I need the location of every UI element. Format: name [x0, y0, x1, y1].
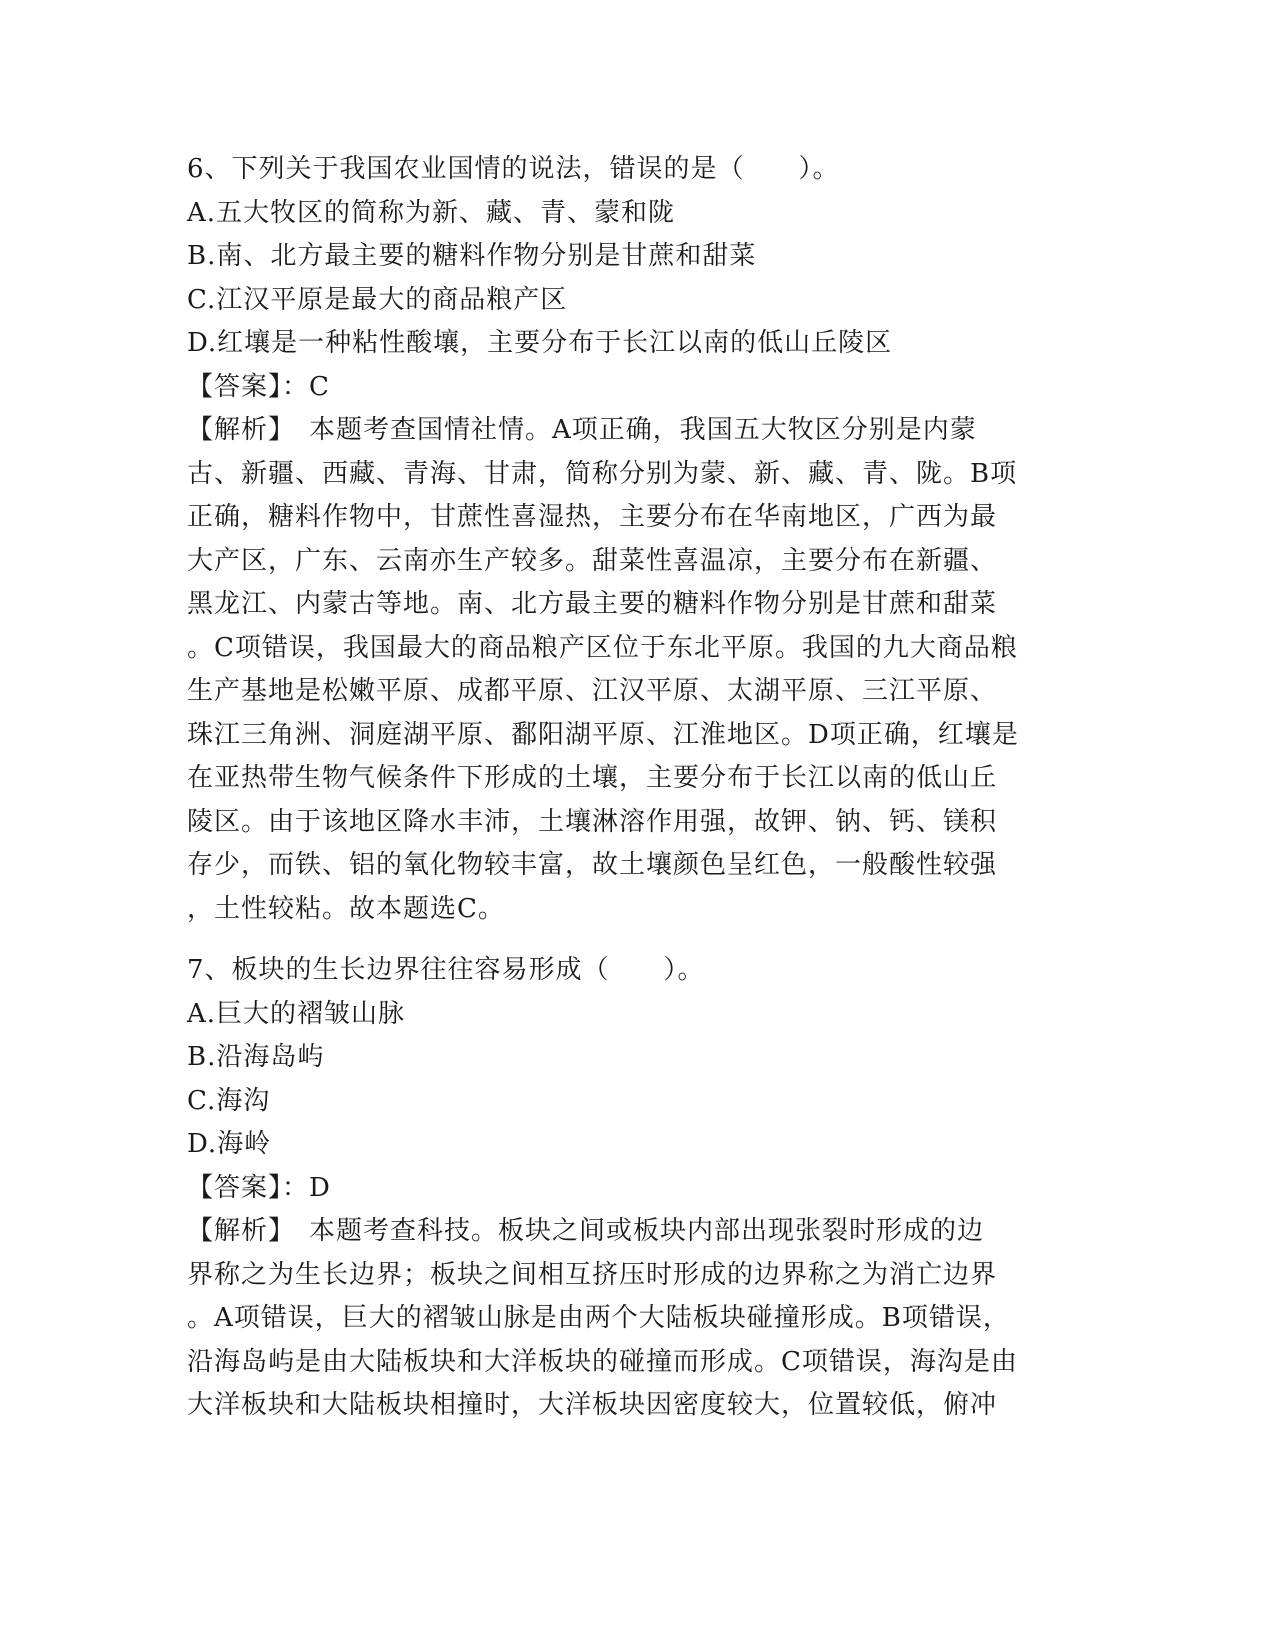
- analysis-line: 珠江三角洲、洞庭湖平原、鄱阳湖平原、江淮地区。D项正确，红壤是: [187, 719, 1019, 750]
- question-stem: 7、板块的生长边界往往容易形成（ ）。: [187, 955, 705, 985]
- document-content: [187, 148, 1087, 1428]
- option-b: B.南、北方最主要的糖料作物分别是甘蔗和甜菜: [187, 241, 757, 271]
- answer-line: 【答案】：D: [187, 1172, 331, 1203]
- analysis-line: 大产区，广东、云南亦生产较多。甜菜性喜温凉，主要分布在新疆、: [187, 545, 998, 576]
- option-c: C.江汉平原是最大的商品粮产区: [187, 284, 568, 315]
- answer-line: 【答案】：C: [187, 371, 330, 402]
- analysis-line: 大洋板块和大陆板块相撞时，大洋板块因密度较大，位置较低，俯冲: [187, 1390, 998, 1420]
- analysis-line: 生产基地是松嫩平原、成都平原、江汉平原、太湖平原、三江平原、: [187, 676, 998, 706]
- analysis-line: 存少，而铁、铝的氧化物较丰富，故土壤颜色呈红色，一般酸性较强: [187, 850, 998, 880]
- question-stem: 6、下列关于我国农业国情的说法，错误的是（ ）。: [187, 154, 840, 184]
- option-d: D.海岭: [187, 1129, 272, 1159]
- analysis-line: 黑龙江、内蒙古等地。南、北方最主要的糖料作物分别是甘蔗和甜菜: [187, 589, 998, 619]
- analysis-line: 古、新疆、西藏、青海、甘肃，简称分别为蒙、新、藏、青、陇。B项: [187, 458, 1018, 489]
- analysis-line: 【解析】 本题考查科技。板块之间或板块内部出现张裂时形成的边: [187, 1216, 985, 1246]
- option-c: C.海沟: [187, 1085, 271, 1116]
- question-6: [187, 148, 1087, 931]
- analysis-line: 在亚热带生物气候条件下形成的土壤，主要分布于长江以南的低山丘: [187, 763, 998, 793]
- question-7: [187, 949, 1087, 1428]
- analysis-line: 正确，糖料作物中，甘蔗性喜湿热，主要分布在华南地区，广西为最: [187, 502, 998, 532]
- analysis-line: 沿海岛屿是由大陆板块和大洋板块的碰撞而形成。C项错误，海沟是由: [187, 1346, 1018, 1377]
- analysis-line: ，土性较粘。故本题选C。: [187, 893, 505, 924]
- analysis-line: 陵区。由于该地区降水丰沛，土壤淋溶作用强，故钾、钠、钙、镁积: [187, 806, 998, 837]
- option-d: D.红壤是一种粘性酸壤，主要分布于长江以南的低山丘陵区: [187, 328, 893, 358]
- analysis-line: 【解析】 本题考查国情社情。A项正确，我国五大牧区分别是内蒙: [187, 415, 977, 445]
- option-b: B.沿海岛屿: [187, 1042, 325, 1072]
- option-a: A.五大牧区的简称为新、藏、青、蒙和陇: [187, 197, 676, 228]
- analysis-line: 。A项错误，巨大的褶皱山脉是由两个大陆板块碰撞形成。B项错误，: [187, 1303, 1010, 1333]
- option-a: A.巨大的褶皱山脉: [187, 998, 406, 1029]
- analysis-line: 界称之为生长边界；板块之间相互挤压时形成的边界称之为消亡边界: [187, 1259, 998, 1290]
- analysis-line: 。C项错误，我国最大的商品粮产区位于东北平原。我国的九大商品粮: [187, 632, 1018, 663]
